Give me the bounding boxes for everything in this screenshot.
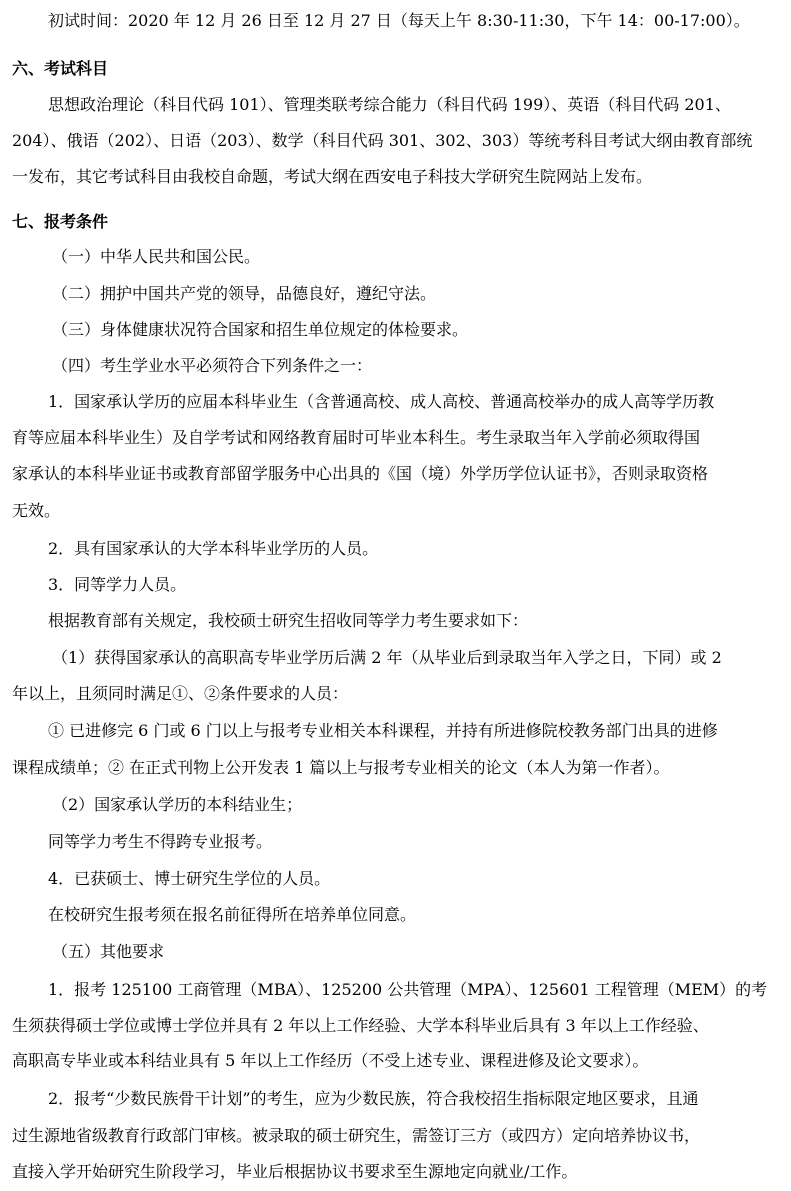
paragraph-line: 家承认的本科毕业证书或教育部留学服务中心出具的《国（境）外学历学位认证书》，否则录取资格 xyxy=(12,464,709,483)
section-heading-requirements: 七、报考条件 xyxy=(12,212,109,231)
paragraph-line: （2）国家承认学历的本科结业生； xyxy=(52,795,303,814)
paragraph-line: 课程成绩单；② 在正式刊物上公开发表 1 篇以上与报考专业相关的论文（本人为第一作者）。 xyxy=(12,758,670,777)
paragraph-line: 2．报考“少数民族骨干计划”的考生，应为少数民族，符合我校招生指标限定地区要求，且通 xyxy=(48,1089,699,1108)
paragraph-line: ① 已进修完 6 门或 6 门以上与报考专业相关本科课程，并持有所进修院校教务部门出具的进修 xyxy=(48,721,718,740)
paragraph-line: 3．同等学力人员。 xyxy=(48,575,187,594)
paragraph-line: 2．具有国家承认的大学本科毕业学历的人员。 xyxy=(48,539,379,558)
paragraph-line: 生须获得硕士学位或博士学位并具有 2 年以上工作经验、大学本科毕业后具有 3 年以上工作经验、 xyxy=(12,1016,709,1035)
paragraph-line: 在校研究生报考须在报名前征得所在培养单位同意。 xyxy=(48,905,417,924)
paragraph-line: 无效。 xyxy=(12,501,61,520)
paragraph-line: 年以上，且须同时满足①、②条件要求的人员： xyxy=(12,684,349,703)
paragraph-line: （四）考生学业水平必须符合下列条件之一： xyxy=(52,356,373,375)
exam-time-line: 初试时间：2020 年 12 月 26 日至 12 月 27 日（每天上午 8:30-11:30，下午 14：00-17:00）。 xyxy=(48,11,750,30)
paragraph-line: （1）获得国家承认的高职高专毕业学历后满 2 年（从毕业后到录取当年入学之日，下同）或 2 xyxy=(52,648,722,667)
paragraph-line: 1．国家承认学历的应届本科毕业生（含普通高校、成人高校、普通高校举办的成人高等学历教 xyxy=(48,392,715,411)
paragraph-line: 高职高专毕业或本科结业具有 5 年以上工作经历（不受上述专业、课程进修及论文要求）。 xyxy=(12,1051,649,1070)
paragraph-line: 同等学力考生不得跨专业报考。 xyxy=(48,832,273,851)
section-heading-exam-subjects: 六、考试科目 xyxy=(12,59,109,78)
paragraph-line: （五）其他要求 xyxy=(52,942,165,961)
paragraph-line: 直接入学开始研究生阶段学习，毕业后根据协议书要求至生源地定向就业/工作。 xyxy=(12,1162,578,1181)
paragraph-line: （二）拥护中国共产党的领导，品德良好，遵纪守法。 xyxy=(52,284,437,303)
paragraph-line: 过生源地省级教育行政部门审核。被录取的硕士研究生，需签订三方（或四方）定向培养协议书， xyxy=(12,1126,701,1145)
paragraph-line: 4．已获硕士、博士研究生学位的人员。 xyxy=(48,869,331,888)
paragraph-line: 一发布，其它考试科目由我校自命题，考试大纲在西安电子科技大学研究生院网站上发布。 xyxy=(12,167,653,186)
paragraph-line: （一）中华人民共和国公民。 xyxy=(52,247,261,266)
paragraph-line: 思想政治理论（科目代码 101）、管理类联考综合能力（科目代码 199）、英语（科目代码 201、 xyxy=(48,95,731,114)
paragraph-line: 育等应届本科毕业生）及自学考试和网络教育届时可毕业本科生。考生录取当年入学前必须取得国 xyxy=(12,428,701,447)
paragraph-line: 根据教育部有关规定，我校硕士研究生招收同等学力考生要求如下： xyxy=(48,611,529,630)
paragraph-line: （三）身体健康状况符合国家和招生单位规定的体检要求。 xyxy=(52,320,469,339)
paragraph-line: 1．报考 125100 工商管理（MBA）、125200 公共管理（MPA）、125601 工程管理（MEM）的考 xyxy=(48,980,768,999)
paragraph-line: 204）、俄语（202）、日语（203）、数学（科目代码 301、302、303）等统考科目考试大纲由教育部统 xyxy=(12,131,753,150)
